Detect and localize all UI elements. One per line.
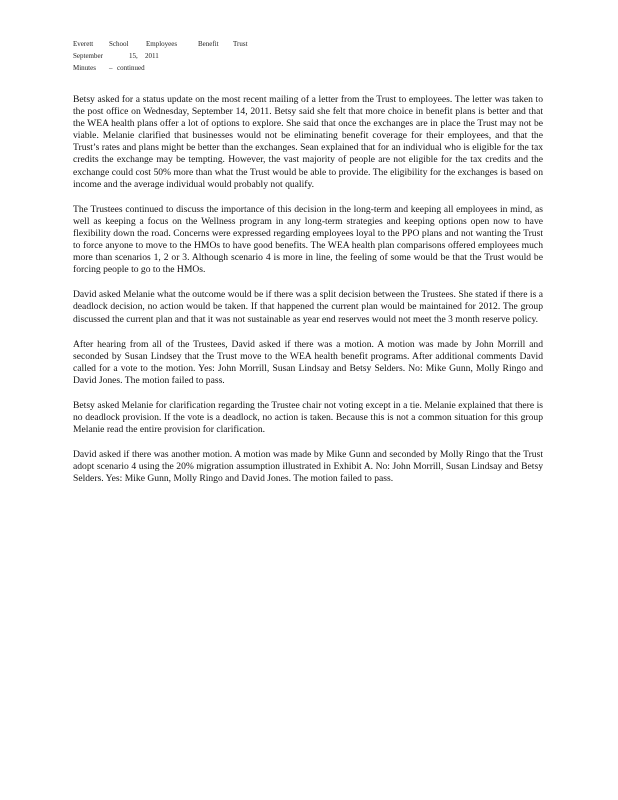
header-word: Trust (233, 40, 248, 48)
paragraph: Betsy asked Melanie for clarification regarding the Trustee chair not voting except in a tie. Melanie explained that there is no deadlock provision. If the vote is a deadlock, no action is taken. Because this is not a common situation for this group Melanie read the entire provision for clarification. (73, 399, 543, 436)
document-header (73, 38, 248, 74)
paragraph: David asked if there was another motion. A motion was made by Mike Gunn and seconded by Molly Ringo that the Trust adopt scenario 4 using the 20% migration assumption illustrated in Exhibit A. No: John Morrill, Susan Lindsay and Betsy Selders. Yes: Mike Gunn, Molly Ringo and David Jones. The motion failed to pass. (73, 449, 543, 485)
header-line-2 (73, 50, 248, 62)
header-dash: – (109, 64, 113, 72)
header-date-month: September (73, 52, 103, 60)
minutes-body (73, 94, 543, 499)
paragraph: Betsy asked for a status update on the most recent mailing of a letter from the Trust to employees. The letter was taken to the post office on Wednesday, September 14, 2011. Betsy said she felt that more choice in benefit plans is better and that the WEA health plans offer a lot of options to explore. She said that once the exchanges are in place the Trust may not be viable. Melanie clarified that businesses would not be eliminating benefit coverage for their employees, and that the Trust’s rates and plans might be better than the exchanges. Sean explained that for an individual who is eligible for the tax credits the exchange may be tempting. However, the vast majority of people are not eligible for the tax credits and the exchange could cost 50% more than what the Trust would be able to provide. The eligibility for the exchanges is based on income and the average individual would probably not qualify. (73, 94, 543, 190)
header-word: Employees (146, 40, 178, 48)
header-line-1 (73, 38, 248, 50)
header-line-3 (73, 62, 248, 74)
header-word: Benefit (198, 40, 219, 48)
header-word: Everett (73, 40, 94, 48)
paragraph: David asked Melanie what the outcome would be if there was a split decision between the Trustees. She stated if there is a deadlock decision, no action would be taken. If that happened the current plan would be maintained for 2012. The group discussed the current plan and that it was not sustainable as year end reserves would not meet the 3 month reserve policy. (73, 289, 543, 325)
header-date-day: 15, (129, 52, 138, 60)
header-date-year: 2011 (145, 52, 159, 60)
paragraph: After hearing from all of the Trustees, David asked if there was a motion. A motion was made by John Morrill and seconded by Susan Lindsey that the Trust move to the WEA health benefit programs. After additional comments David called for a vote to the motion. Yes: John Morrill, Susan Lindsay and Betsy Selders. No: Mike Gunn, Molly Ringo and David Jones. The motion failed to pass. (73, 338, 543, 386)
header-word: continued (117, 64, 145, 72)
paragraph: The Trustees continued to discuss the importance of this decision in the long-term and keeping all employees in mind, as well as keeping a focus on the Wellness program in any long-term strategies and keeping options open now to have flexibility down the road. Concerns were expressed regarding employees loyal to the PPO plans and not wanting the Trust to force anyone to move to the HMOs to have good benefits. The WEA health plan comparisons offered employees much more than scenarios 1, 2 or 3. Although scenario 4 is more in line, the feeling of some would be that the Trust would be forcing people to go to the HMOs. (73, 203, 543, 276)
header-word: School (109, 40, 129, 48)
header-word: Minutes (73, 64, 96, 72)
